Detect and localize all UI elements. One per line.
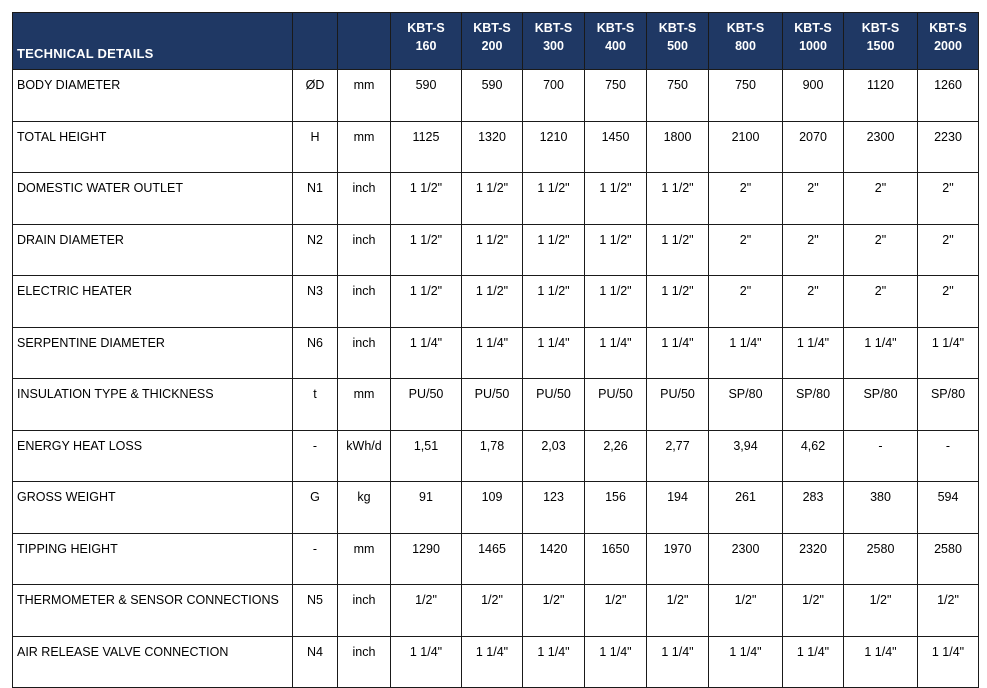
table-body xyxy=(13,70,979,688)
value-cell: 2580 xyxy=(918,533,979,585)
value-cell: 1 1/4" xyxy=(647,636,709,688)
row-unit: kWh/d xyxy=(338,430,391,482)
table-row xyxy=(13,70,979,122)
value-cell: 91 xyxy=(391,482,462,534)
value-cell: 1 1/4" xyxy=(462,636,523,688)
value-cell: 1 1/4" xyxy=(523,327,585,379)
row-unit: inch xyxy=(338,173,391,225)
value-cell: 1 1/2" xyxy=(585,173,647,225)
value-cell: 2070 xyxy=(783,121,844,173)
row-unit: inch xyxy=(338,276,391,328)
value-cell: - xyxy=(918,430,979,482)
table-row xyxy=(13,173,979,225)
model-column-header xyxy=(844,13,918,70)
value-cell: 2" xyxy=(844,173,918,225)
model-column-header xyxy=(783,13,844,70)
row-unit: inch xyxy=(338,585,391,637)
value-cell: 1 1/4" xyxy=(783,327,844,379)
value-cell: 1 1/4" xyxy=(918,327,979,379)
value-cell: 3,94 xyxy=(709,430,783,482)
row-symbol: t xyxy=(293,379,338,431)
table-row xyxy=(13,327,979,379)
row-label: SERPENTINE DIAMETER xyxy=(13,327,293,379)
value-cell: 1 1/2" xyxy=(523,276,585,328)
row-symbol: H xyxy=(293,121,338,173)
model-column-header xyxy=(585,13,647,70)
row-symbol: G xyxy=(293,482,338,534)
value-cell: 2" xyxy=(783,276,844,328)
table-header xyxy=(13,13,979,70)
value-cell: 2230 xyxy=(918,121,979,173)
value-cell: 2,77 xyxy=(647,430,709,482)
technical-details-table xyxy=(12,12,979,688)
value-cell: 283 xyxy=(783,482,844,534)
model-name: KBT-S xyxy=(407,21,445,35)
row-unit: inch xyxy=(338,636,391,688)
value-cell: 2" xyxy=(709,224,783,276)
table-row xyxy=(13,430,979,482)
value-cell: 156 xyxy=(585,482,647,534)
row-unit: mm xyxy=(338,533,391,585)
value-cell: SP/80 xyxy=(844,379,918,431)
row-label: DOMESTIC WATER OUTLET xyxy=(13,173,293,225)
value-cell: 123 xyxy=(523,482,585,534)
value-cell: 1/2" xyxy=(918,585,979,637)
row-symbol: N2 xyxy=(293,224,338,276)
row-symbol: - xyxy=(293,533,338,585)
value-cell: 1650 xyxy=(585,533,647,585)
row-unit: inch xyxy=(338,224,391,276)
model-name: KBT-S xyxy=(861,21,900,35)
value-cell: 1 1/2" xyxy=(462,276,523,328)
row-label: THERMOMETER & SENSOR CONNECTIONS xyxy=(13,585,293,637)
table-title: TECHNICAL DETAILS xyxy=(13,13,293,70)
value-cell: 2,26 xyxy=(585,430,647,482)
value-cell: 1 1/2" xyxy=(462,173,523,225)
row-symbol: N4 xyxy=(293,636,338,688)
row-label: AIR RELEASE VALVE CONNECTION xyxy=(13,636,293,688)
row-symbol: - xyxy=(293,430,338,482)
table-row xyxy=(13,224,979,276)
row-label: GROSS WEIGHT xyxy=(13,482,293,534)
value-cell: 261 xyxy=(709,482,783,534)
value-cell: 1 1/2" xyxy=(523,173,585,225)
value-cell: 1 1/2" xyxy=(391,173,462,225)
value-cell: - xyxy=(844,430,918,482)
table-row xyxy=(13,276,979,328)
value-cell: 1 1/4" xyxy=(918,636,979,688)
value-cell: 2" xyxy=(918,224,979,276)
value-cell: 700 xyxy=(523,70,585,122)
value-cell: 1465 xyxy=(462,533,523,585)
row-label: ELECTRIC HEATER xyxy=(13,276,293,328)
value-cell: PU/50 xyxy=(523,379,585,431)
value-cell: 1 1/4" xyxy=(709,636,783,688)
value-cell: 2" xyxy=(783,224,844,276)
value-cell: 2320 xyxy=(783,533,844,585)
value-cell: 1125 xyxy=(391,121,462,173)
value-cell: 1 1/4" xyxy=(391,327,462,379)
table-row xyxy=(13,636,979,688)
value-cell: PU/50 xyxy=(647,379,709,431)
model-name: KBT-S xyxy=(658,21,697,35)
value-cell: 1260 xyxy=(918,70,979,122)
value-cell: 1/2" xyxy=(709,585,783,637)
value-cell: 590 xyxy=(391,70,462,122)
value-cell: 1/2" xyxy=(523,585,585,637)
row-unit: mm xyxy=(338,70,391,122)
value-cell: 594 xyxy=(918,482,979,534)
row-label: INSULATION TYPE & THICKNESS xyxy=(13,379,293,431)
value-cell: 1/2" xyxy=(585,585,647,637)
value-cell: 900 xyxy=(783,70,844,122)
value-cell: 1 1/2" xyxy=(647,173,709,225)
value-cell: SP/80 xyxy=(918,379,979,431)
value-cell: 2100 xyxy=(709,121,783,173)
value-cell: 1210 xyxy=(523,121,585,173)
model-column-header xyxy=(647,13,709,70)
value-cell: 1 1/4" xyxy=(783,636,844,688)
model-capacity: 200 xyxy=(481,39,503,53)
model-column-header xyxy=(462,13,523,70)
value-cell: 1290 xyxy=(391,533,462,585)
value-cell: 194 xyxy=(647,482,709,534)
value-cell: 1/2" xyxy=(462,585,523,637)
model-column-header xyxy=(523,13,585,70)
value-cell: 4,62 xyxy=(783,430,844,482)
value-cell: 1 1/4" xyxy=(844,636,918,688)
row-label: TIPPING HEIGHT xyxy=(13,533,293,585)
value-cell: SP/80 xyxy=(783,379,844,431)
model-capacity: 500 xyxy=(667,39,688,53)
value-cell: 1 1/4" xyxy=(585,327,647,379)
value-cell: 2" xyxy=(918,173,979,225)
table-row xyxy=(13,482,979,534)
row-unit: mm xyxy=(338,121,391,173)
model-capacity: 2000 xyxy=(934,39,962,53)
value-cell: 750 xyxy=(647,70,709,122)
header-row xyxy=(13,13,979,70)
value-cell: 2" xyxy=(709,173,783,225)
value-cell: 2" xyxy=(844,224,918,276)
value-cell: 1 1/2" xyxy=(585,224,647,276)
value-cell: 1 1/2" xyxy=(647,276,709,328)
unit-column-header xyxy=(338,13,391,70)
row-label: TOTAL HEIGHT xyxy=(13,121,293,173)
value-cell: 1/2" xyxy=(844,585,918,637)
value-cell: 1 1/4" xyxy=(391,636,462,688)
value-cell: 1970 xyxy=(647,533,709,585)
row-symbol: N1 xyxy=(293,173,338,225)
value-cell: 109 xyxy=(462,482,523,534)
value-cell: 1/2" xyxy=(647,585,709,637)
value-cell: 1 1/4" xyxy=(709,327,783,379)
table-row xyxy=(13,585,979,637)
model-name: KBT-S xyxy=(726,21,765,35)
value-cell: 1 1/4" xyxy=(585,636,647,688)
row-symbol: ØD xyxy=(293,70,338,122)
value-cell: 1420 xyxy=(523,533,585,585)
model-name: KBT-S xyxy=(929,21,967,35)
model-name: KBT-S xyxy=(534,21,573,35)
table-row xyxy=(13,379,979,431)
table-row xyxy=(13,121,979,173)
model-column-header xyxy=(391,13,462,70)
value-cell: 2" xyxy=(709,276,783,328)
row-label: DRAIN DIAMETER xyxy=(13,224,293,276)
model-name: KBT-S xyxy=(596,21,635,35)
value-cell: 1,51 xyxy=(391,430,462,482)
row-unit: kg xyxy=(338,482,391,534)
value-cell: 1 1/2" xyxy=(391,224,462,276)
value-cell: 1 1/4" xyxy=(462,327,523,379)
model-capacity: 160 xyxy=(415,39,437,53)
row-symbol: N3 xyxy=(293,276,338,328)
value-cell: 1 1/2" xyxy=(523,224,585,276)
value-cell: 1800 xyxy=(647,121,709,173)
value-cell: 2" xyxy=(783,173,844,225)
value-cell: 2580 xyxy=(844,533,918,585)
value-cell: 1,78 xyxy=(462,430,523,482)
value-cell: 2" xyxy=(844,276,918,328)
value-cell: 750 xyxy=(585,70,647,122)
value-cell: 1 1/2" xyxy=(585,276,647,328)
value-cell: 1120 xyxy=(844,70,918,122)
model-name: KBT-S xyxy=(794,21,832,35)
value-cell: 1 1/2" xyxy=(391,276,462,328)
value-cell: 1 1/2" xyxy=(647,224,709,276)
model-capacity: 400 xyxy=(605,39,626,53)
value-cell: 590 xyxy=(462,70,523,122)
model-column-header xyxy=(918,13,979,70)
row-unit: mm xyxy=(338,379,391,431)
model-capacity: 1000 xyxy=(799,39,827,53)
value-cell: 1450 xyxy=(585,121,647,173)
value-cell: SP/80 xyxy=(709,379,783,431)
value-cell: 2300 xyxy=(844,121,918,173)
row-unit: inch xyxy=(338,327,391,379)
value-cell: 1 1/4" xyxy=(523,636,585,688)
value-cell: 1320 xyxy=(462,121,523,173)
model-capacity: 1500 xyxy=(866,39,895,53)
model-column-header xyxy=(709,13,783,70)
row-label: ENERGY HEAT LOSS xyxy=(13,430,293,482)
value-cell: PU/50 xyxy=(585,379,647,431)
row-label: BODY DIAMETER xyxy=(13,70,293,122)
value-cell: 750 xyxy=(709,70,783,122)
value-cell: 1/2" xyxy=(391,585,462,637)
value-cell: PU/50 xyxy=(462,379,523,431)
value-cell: 2,03 xyxy=(523,430,585,482)
value-cell: 2" xyxy=(918,276,979,328)
row-symbol: N5 xyxy=(293,585,338,637)
value-cell: 1/2" xyxy=(783,585,844,637)
value-cell: PU/50 xyxy=(391,379,462,431)
symbol-column-header xyxy=(293,13,338,70)
row-symbol: N6 xyxy=(293,327,338,379)
model-name: KBT-S xyxy=(473,21,511,35)
value-cell: 1 1/4" xyxy=(647,327,709,379)
value-cell: 2300 xyxy=(709,533,783,585)
model-capacity: 800 xyxy=(735,39,756,53)
value-cell: 380 xyxy=(844,482,918,534)
value-cell: 1 1/2" xyxy=(462,224,523,276)
value-cell: 1 1/4" xyxy=(844,327,918,379)
model-capacity: 300 xyxy=(543,39,564,53)
table-row xyxy=(13,533,979,585)
